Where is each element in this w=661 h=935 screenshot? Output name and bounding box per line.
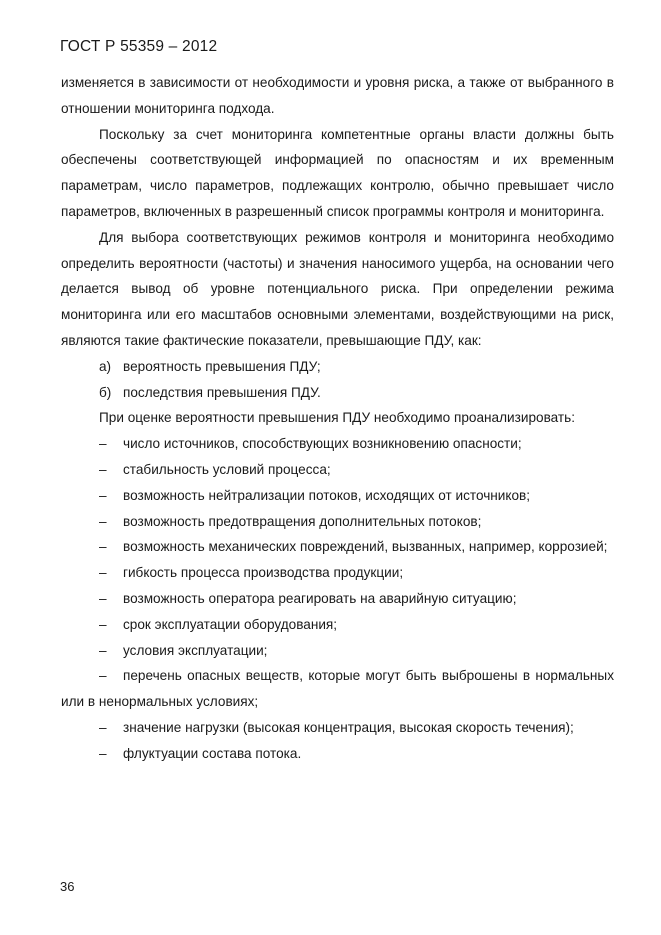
list-item-text: гибкость процесса производства продукции; <box>123 565 404 581</box>
list-marker: – <box>99 719 107 735</box>
list-marker: – <box>99 539 107 555</box>
list-marker: – <box>99 565 107 581</box>
list-item-text: вероятность превышения ПДУ; <box>123 358 321 374</box>
list-item-text: возможность нейтрализации потоков, исходящих от источников; <box>123 487 531 503</box>
dash-list-item <box>61 586 614 612</box>
list-item-text: значение нагрузки (высокая концентрация, высокая скорость течения); <box>123 719 574 735</box>
list-marker: – <box>99 461 107 477</box>
list-marker: – <box>99 745 107 761</box>
paragraph-monitoring-info: Поскольку за счет мониторинга компетентные органы власти должны быть обеспечены соответствующей информацией по опасностям и их временным параметрам, число параметров, подлежащих контролю, обычно превышает число параметров, включенных в разрешенный список программы контроля и мониторинга. <box>61 126 614 219</box>
list-item-text: последствия превышения ПДУ. <box>123 384 321 400</box>
dash-list-item <box>61 534 614 560</box>
dash-list-item <box>61 483 614 509</box>
document-body <box>61 70 614 767</box>
lettered-list-item-a <box>61 354 614 380</box>
list-marker: – <box>99 487 107 503</box>
list-item-text: возможность оператора реагировать на аварийную ситуацию; <box>123 590 517 606</box>
list-item-text: флуктуации состава потока. <box>123 745 302 761</box>
list-item-text: число источников, способствующих возникновению опасности; <box>123 436 522 452</box>
dash-list-item <box>61 509 614 535</box>
dash-list-item <box>61 741 614 767</box>
dash-list-item <box>61 715 614 741</box>
list-item-text: стабильность условий процесса; <box>123 461 331 477</box>
dash-list-item <box>61 560 614 586</box>
list-item-text: срок эксплуатации оборудования; <box>123 616 338 632</box>
list-item-text: возможность предотвращения дополнительных потоков; <box>123 513 482 529</box>
list-item-text: перечень опасных веществ, которые могут быть выброшены в нормальных или в ненормальных условиях; <box>61 668 614 710</box>
dash-list-item <box>61 457 614 483</box>
list-marker: б) <box>99 384 112 400</box>
list-marker: – <box>99 590 107 606</box>
list-item-text: условия эксплуатации; <box>123 642 268 658</box>
list-marker: – <box>99 616 107 632</box>
page-number: 36 <box>60 879 75 894</box>
dash-list-item <box>61 663 614 715</box>
paragraph-control-modes: Для выбора соответствующих режимов контроля и мониторинга необходимо определить вероятности (частоты) и значения наносимого ущерба, на основании чего делается вывод об уровне потенциального риска. При определении режима мониторинга или его масштабов основными элементами, воздействующими на риск, являются такие фактические показатели, превышающие ПДУ, как: <box>61 229 614 348</box>
dash-list-item <box>61 638 614 664</box>
list-item-text: возможность механических повреждений, вызванных, например, коррозией; <box>123 539 608 555</box>
dash-list-item <box>61 612 614 638</box>
list-marker: – <box>99 642 107 658</box>
list-marker: а) <box>99 358 112 374</box>
list-marker: – <box>99 436 107 452</box>
paragraph-continuation: изменяется в зависимости от необходимости и уровня риска, а также от выбранного в отношении мониторинга подхода. <box>61 75 614 116</box>
lettered-list-item-b <box>61 380 614 406</box>
list-marker: – <box>99 668 107 684</box>
document-header-standard-code: ГОСТ Р 55359 – 2012 <box>60 38 218 55</box>
dash-list-item <box>61 431 614 457</box>
paragraph-analysis-intro: При оценке вероятности превышения ПДУ необходимо проанализировать: <box>99 410 575 426</box>
list-marker: – <box>99 513 107 529</box>
